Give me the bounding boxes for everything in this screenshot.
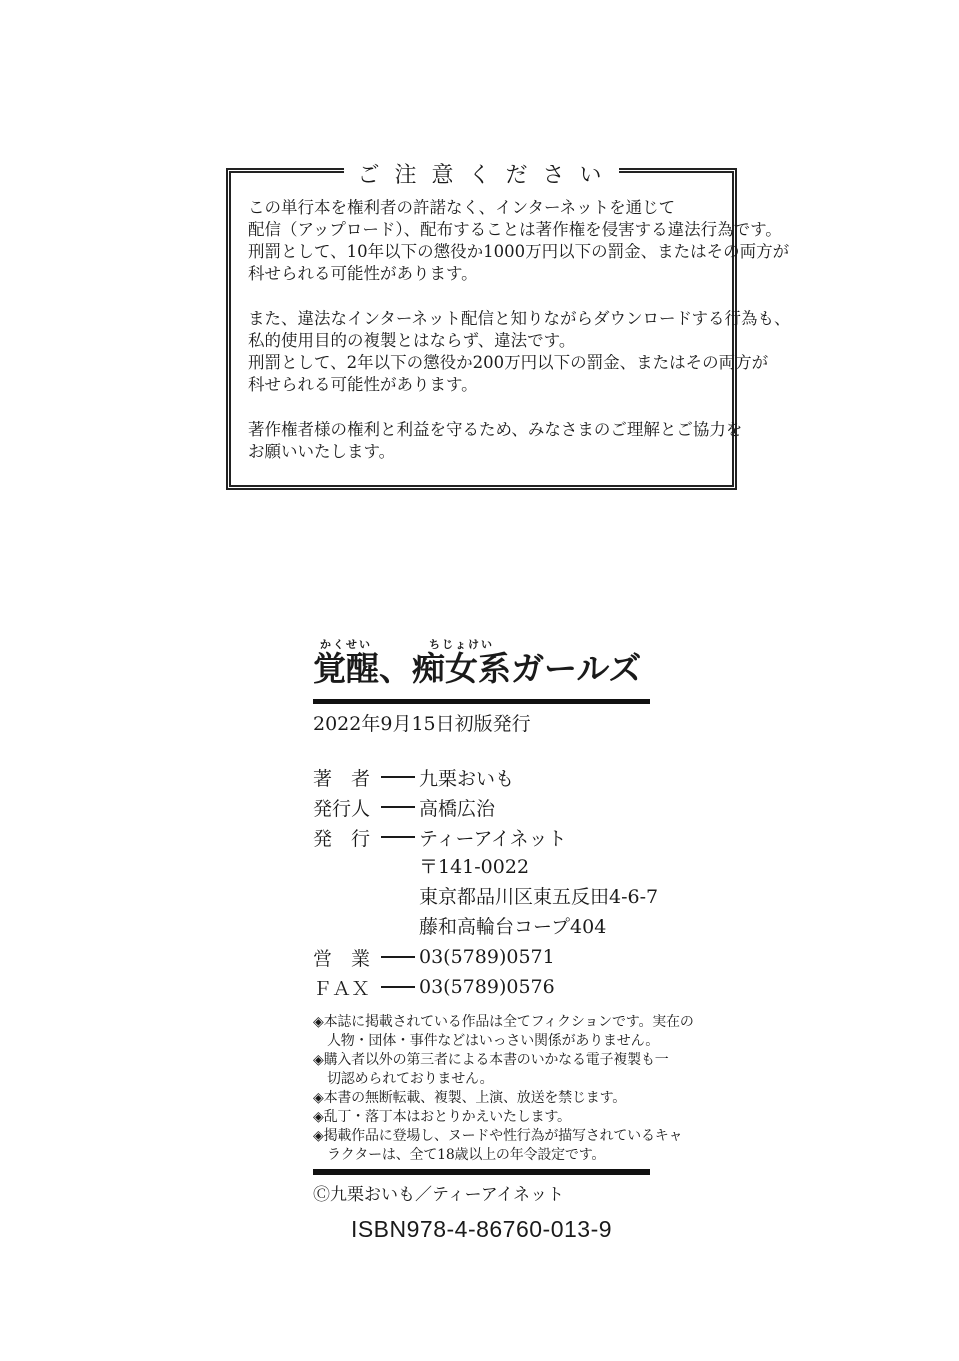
leader-line xyxy=(381,836,415,838)
credit-value: 03(5789)0576 xyxy=(419,976,555,998)
credits-list xyxy=(313,762,659,1002)
warning-text-line: 著作権者様の権利と利益を守るため、みなさまのご理解とご協力を xyxy=(248,420,743,439)
warning-text-line: 私的使用目的の複製とはならず、違法です。 xyxy=(248,331,576,350)
credit-value: 高橋広治 xyxy=(419,797,496,820)
note-age-setting-cont: ラクターは、全て18歳以上の年令設定です。 xyxy=(327,1147,606,1163)
title-suffix: ガールズ xyxy=(511,649,642,688)
book-title xyxy=(313,638,650,690)
warning-text-line: 刑罰として、10年以下の懲役か1000万円以下の罰金、またはその両方が xyxy=(248,242,790,261)
copyright-divider-rule xyxy=(313,1169,650,1175)
credit-row-publisher-person xyxy=(313,792,650,822)
colophon-block xyxy=(313,638,694,1243)
warning-text-line: 刑罰として、2年以下の懲役か200万円以下の罰金、またはその両方が xyxy=(248,353,769,372)
credit-row-sales-phone xyxy=(313,942,650,972)
note-digital-copy: ◈購入者以外の第三者による本書のいかなる電子複製も一 xyxy=(313,1052,669,1068)
note-digital-copy-cont: 切認められておりません。 xyxy=(327,1071,494,1087)
leader-line xyxy=(381,806,415,808)
edition-date: 2022年9月15日初版発行 xyxy=(313,713,531,735)
title-furigana: かくせい xyxy=(313,638,379,651)
warning-text-line: この単行本を権利者の許諾なく、インターネットを通じて xyxy=(248,198,676,217)
title-segment-kakusei xyxy=(313,638,379,688)
credit-value: ティーアイネット xyxy=(419,827,567,850)
credit-label: 発 行 xyxy=(313,827,371,850)
note-no-reproduction: ◈本書の無断転載、複製、上演、放送を禁じます。 xyxy=(313,1090,627,1106)
warning-box-heading: ご 注 意 く だ さ い xyxy=(344,158,620,189)
note-age-setting: ◈掲載作品に登場し、ヌードや性行為が描写されているキャ xyxy=(313,1128,683,1144)
leader-line xyxy=(381,986,415,988)
credit-row-publisher xyxy=(313,822,650,852)
credit-value: 03(5789)0571 xyxy=(419,946,555,968)
title-comma: 、 xyxy=(379,649,412,688)
warning-text-line: 科せられる可能性があります。 xyxy=(248,264,478,283)
warning-box-body xyxy=(231,173,791,463)
disclaimer-notes xyxy=(313,1013,694,1165)
title-base: 痴女系 xyxy=(412,649,511,688)
warning-paragraph-download xyxy=(248,308,791,396)
title-segment-chijokei xyxy=(412,638,511,688)
credit-label: 営 業 xyxy=(313,947,371,970)
credit-label: 著 者 xyxy=(313,767,371,790)
credit-label: ＦＡＸ xyxy=(313,977,371,1000)
isbn: ISBN978-4-86760-013-9 xyxy=(350,1216,613,1242)
publisher-postal-code: 〒141-0022 xyxy=(419,856,530,878)
note-defective-copies: ◈乱丁・落丁本はおとりかえいたします。 xyxy=(313,1109,571,1125)
warning-text-line: 配信（アップロード）、配布することは著作権を侵害する違法行為です。 xyxy=(248,220,782,239)
warning-text-line: 科せられる可能性があります。 xyxy=(248,375,478,394)
warning-paragraph-upload xyxy=(248,197,790,285)
warning-paragraph-request xyxy=(248,419,743,463)
credit-row-fax xyxy=(313,972,650,1002)
credit-value: 九栗おいも xyxy=(419,767,515,790)
warning-text-line: また、違法なインターネット配信と知りながらダウンロードする行為も、 xyxy=(248,309,791,328)
credit-label: 発行人 xyxy=(313,797,371,820)
publisher-address-building: 藤和高輪台コープ404 xyxy=(419,916,607,938)
note-fiction: ◈本誌に掲載されている作品は全てフィクションです。実在の xyxy=(313,1014,694,1030)
note-fiction-cont: 人物・団体・事件などはいっさい関係がありません。 xyxy=(327,1033,660,1049)
publisher-address: 東京都品川区東五反田4-6-7 xyxy=(419,886,659,908)
title-furigana: ちじょけい xyxy=(412,638,511,651)
title-divider-rule xyxy=(313,699,650,704)
leader-line xyxy=(381,776,415,778)
copyright-line: Ⓒ九栗おいも／ティーアイネット xyxy=(313,1185,565,1205)
credit-row-author xyxy=(313,762,650,792)
leader-line xyxy=(381,956,415,958)
copyright-warning-box xyxy=(226,163,791,490)
title-base: 覚醒 xyxy=(313,649,379,688)
warning-text-line: お願いいたします。 xyxy=(248,442,396,461)
